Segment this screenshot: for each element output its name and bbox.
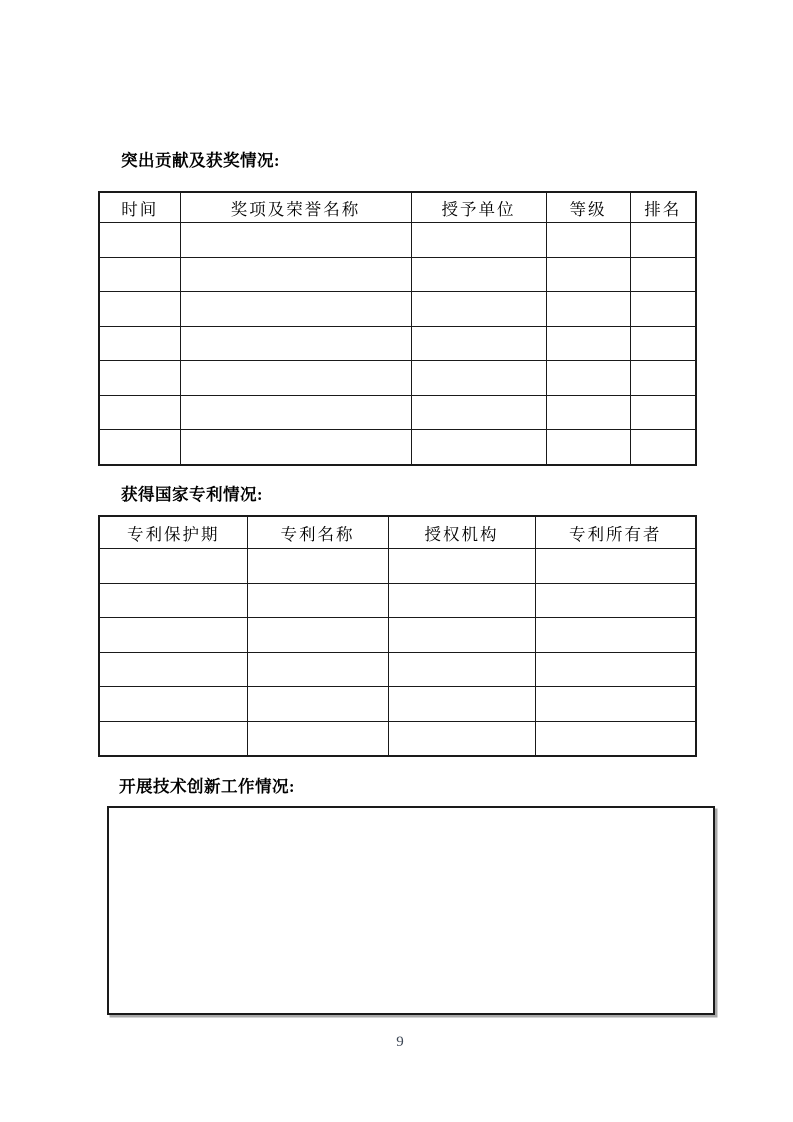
awards-empty-cell[interactable]: [99, 292, 180, 327]
patents-table: [98, 515, 697, 757]
awards-empty-cell[interactable]: [180, 395, 411, 430]
table-row: [99, 361, 696, 396]
awards-empty-cell[interactable]: [99, 326, 180, 361]
col-header-award-honor-name: 奖项及荣誉名称: [180, 192, 411, 223]
awards-empty-cell[interactable]: [99, 430, 180, 465]
table-row: [99, 395, 696, 430]
patents-empty-cell[interactable]: [388, 687, 535, 722]
col-header-awarding-unit: 授予单位: [411, 192, 546, 223]
patents-empty-cell[interactable]: [99, 652, 247, 687]
table-row: [99, 257, 696, 292]
patents-empty-cell[interactable]: [535, 721, 696, 756]
patents-empty-cell[interactable]: [388, 721, 535, 756]
awards-empty-cell[interactable]: [546, 223, 630, 258]
patents-empty-cell[interactable]: [99, 583, 247, 618]
patents-empty-cell[interactable]: [535, 583, 696, 618]
awards-empty-cell[interactable]: [99, 257, 180, 292]
awards-table: [98, 191, 697, 466]
table-row: [99, 549, 696, 584]
col-header-grade: 等级: [546, 192, 630, 223]
col-header-time: 时间: [99, 192, 180, 223]
patents-section-heading: 获得国家专利情况:: [121, 485, 263, 504]
awards-empty-cell[interactable]: [99, 361, 180, 396]
awards-empty-cell[interactable]: [630, 326, 696, 361]
patents-empty-cell[interactable]: [388, 583, 535, 618]
patents-empty-cell[interactable]: [535, 618, 696, 653]
awards-empty-cell[interactable]: [180, 223, 411, 258]
awards-empty-cell[interactable]: [180, 292, 411, 327]
patents-empty-cell[interactable]: [388, 652, 535, 687]
awards-table-header-row: [99, 192, 696, 223]
col-header-authorizing-agency: 授权机构: [388, 516, 535, 549]
awards-empty-cell[interactable]: [411, 395, 546, 430]
table-row: [99, 292, 696, 327]
patents-empty-cell[interactable]: [99, 618, 247, 653]
innovation-details-box[interactable]: [107, 806, 715, 1015]
awards-empty-cell[interactable]: [630, 361, 696, 396]
patents-empty-cell[interactable]: [247, 618, 388, 653]
awards-empty-cell[interactable]: [546, 326, 630, 361]
col-header-rank: 排名: [630, 192, 696, 223]
awards-empty-cell[interactable]: [411, 430, 546, 465]
table-row: [99, 583, 696, 618]
table-row: [99, 430, 696, 465]
patents-table-header-row: [99, 516, 696, 549]
awards-empty-cell[interactable]: [99, 395, 180, 430]
awards-empty-cell[interactable]: [546, 292, 630, 327]
col-header-patent-owner: 专利所有者: [535, 516, 696, 549]
table-row: [99, 721, 696, 756]
patents-empty-cell[interactable]: [99, 687, 247, 722]
innovation-section-heading: 开展技术创新工作情况:: [119, 777, 295, 796]
awards-empty-cell[interactable]: [180, 257, 411, 292]
table-row: [99, 223, 696, 258]
awards-empty-cell[interactable]: [411, 326, 546, 361]
patents-empty-cell[interactable]: [388, 618, 535, 653]
awards-empty-cell[interactable]: [630, 223, 696, 258]
awards-empty-cell[interactable]: [630, 257, 696, 292]
awards-empty-cell[interactable]: [411, 223, 546, 258]
awards-empty-cell[interactable]: [180, 326, 411, 361]
awards-empty-cell[interactable]: [180, 430, 411, 465]
awards-empty-cell[interactable]: [546, 257, 630, 292]
awards-empty-cell[interactable]: [630, 292, 696, 327]
awards-empty-cell[interactable]: [411, 292, 546, 327]
patents-empty-cell[interactable]: [535, 652, 696, 687]
patents-empty-cell[interactable]: [247, 687, 388, 722]
awards-empty-cell[interactable]: [546, 361, 630, 396]
patents-empty-cell[interactable]: [247, 721, 388, 756]
table-row: [99, 326, 696, 361]
awards-empty-cell[interactable]: [99, 223, 180, 258]
patents-empty-cell[interactable]: [99, 721, 247, 756]
awards-empty-cell[interactable]: [411, 361, 546, 396]
patents-empty-cell[interactable]: [247, 549, 388, 584]
patents-empty-cell[interactable]: [535, 687, 696, 722]
patents-empty-cell[interactable]: [247, 583, 388, 618]
patents-empty-cell[interactable]: [247, 652, 388, 687]
awards-empty-cell[interactable]: [630, 395, 696, 430]
table-row: [99, 652, 696, 687]
page-number: 9: [396, 1034, 404, 1050]
patents-empty-cell[interactable]: [535, 549, 696, 584]
table-row: [99, 687, 696, 722]
awards-empty-cell[interactable]: [546, 430, 630, 465]
awards-section-heading: 突出贡献及获奖情况:: [121, 151, 280, 170]
awards-empty-cell[interactable]: [630, 430, 696, 465]
patents-empty-cell[interactable]: [388, 549, 535, 584]
col-header-patent-protection-period: 专利保护期: [99, 516, 247, 549]
awards-empty-cell[interactable]: [180, 361, 411, 396]
awards-empty-cell[interactable]: [546, 395, 630, 430]
patents-empty-cell[interactable]: [99, 549, 247, 584]
table-row: [99, 618, 696, 653]
awards-empty-cell[interactable]: [411, 257, 546, 292]
col-header-patent-name: 专利名称: [247, 516, 388, 549]
